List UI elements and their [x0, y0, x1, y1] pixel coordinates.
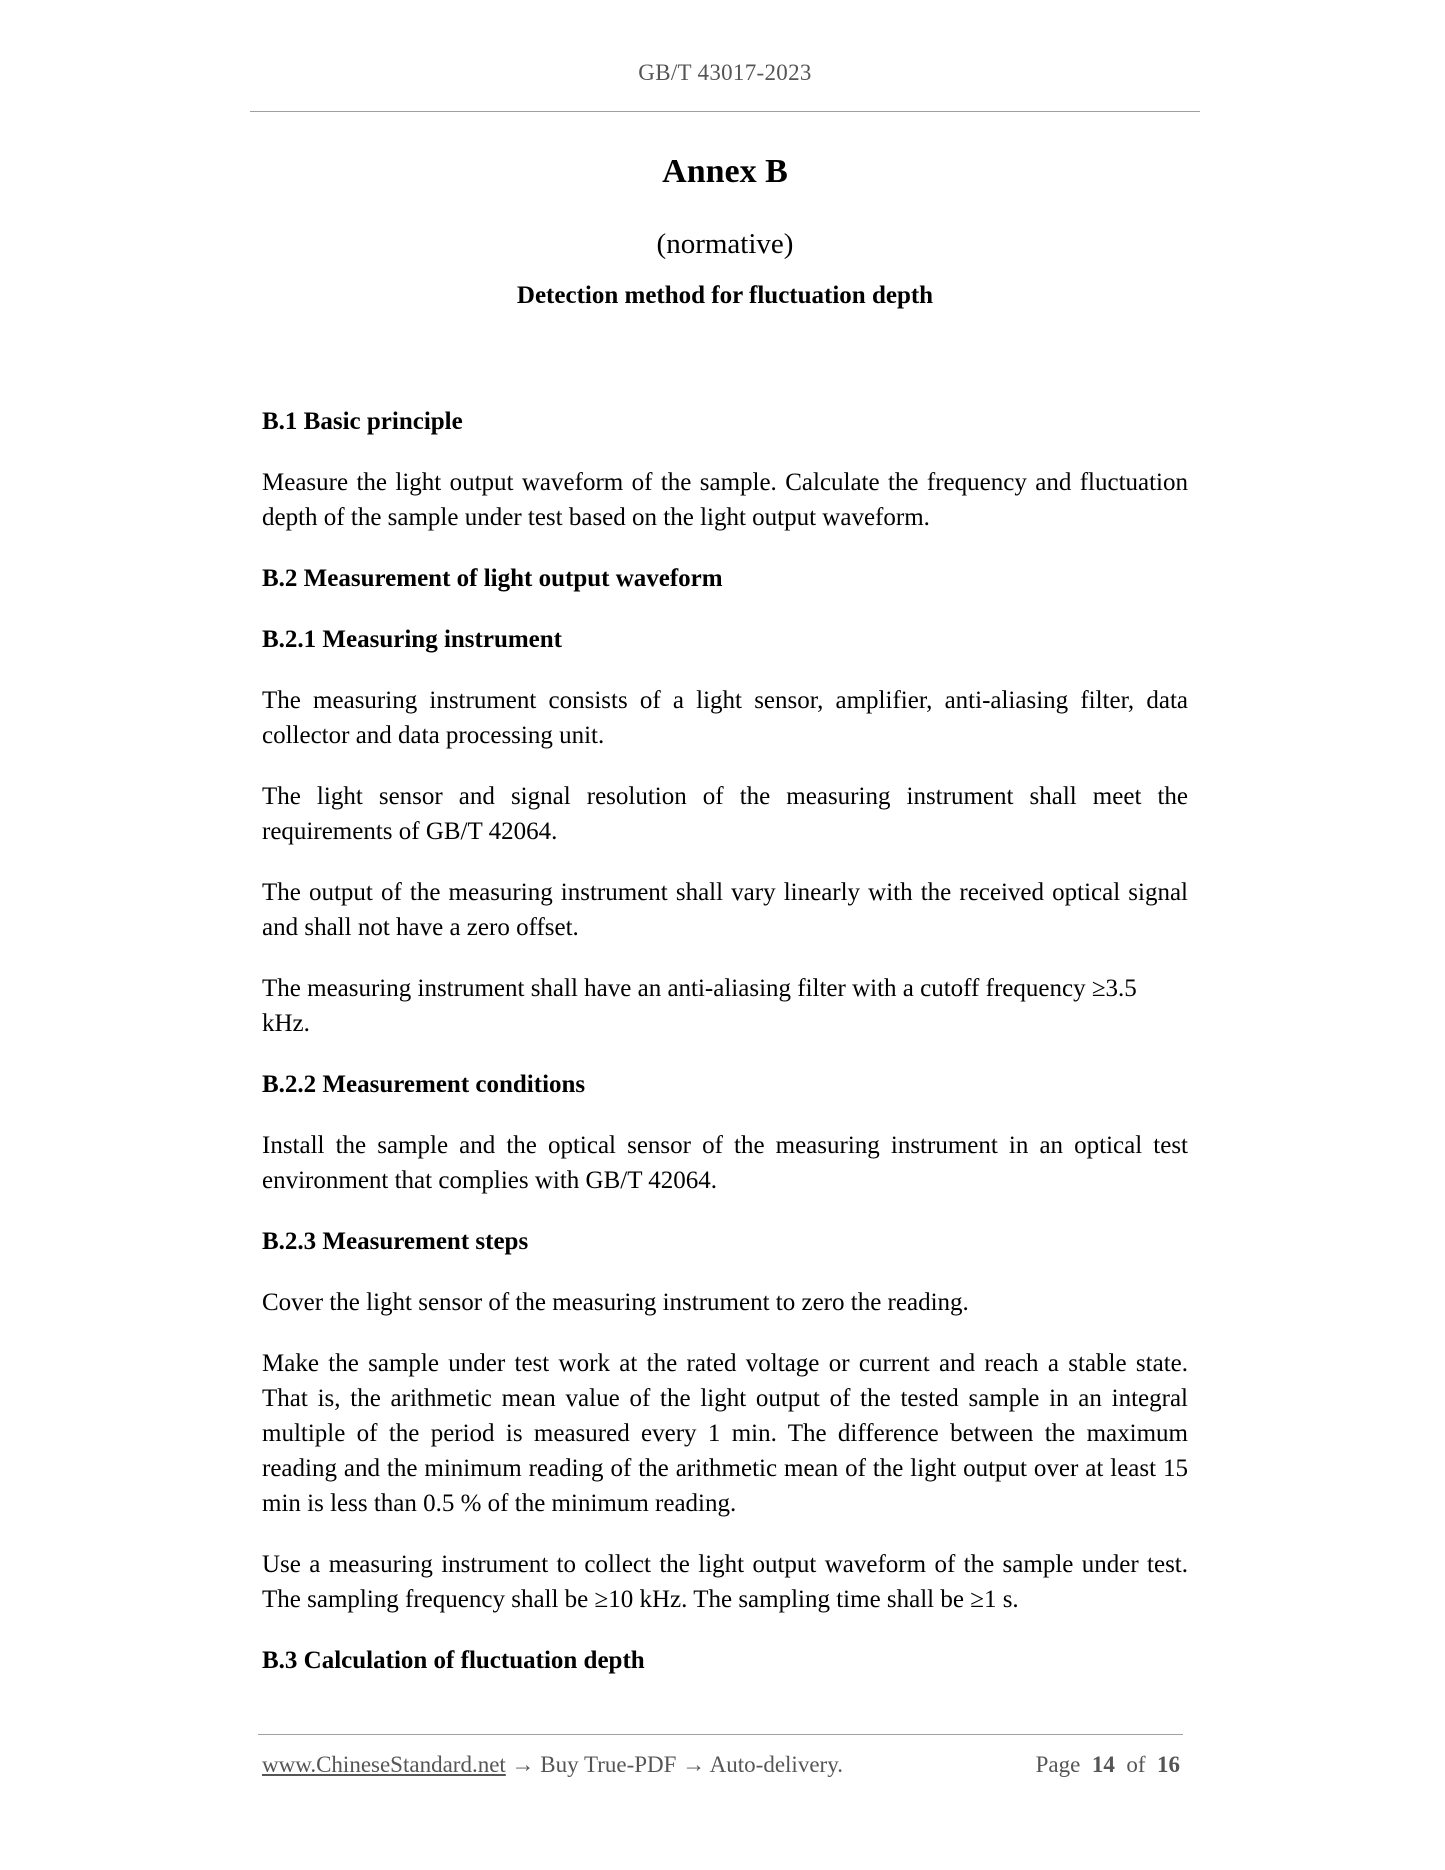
section-heading-b3: B.3 Calculation of fluctuation depth [262, 1647, 645, 1674]
arrow-right-icon: → [511, 1752, 535, 1777]
document-body [262, 404, 1188, 1704]
paragraph-b22-1: Install the sample and the optical sensor of the measuring instrument in an optical test environment that complies with GB/T 42064. [262, 1132, 1188, 1194]
page-label: Page [1035, 1752, 1081, 1777]
arrow-right-icon: → [682, 1752, 706, 1777]
paragraph-b23-2: Make the sample under test work at the rated voltage or current and reach a stable state. That is, the arithmetic mean value of the light output of the tested sample in an integral multiple of the period is measured every 1 min. The difference between the maximum reading and the minimum reading of the arithmetic mean of the light output over at least 15 min is less than 0.5 % of the minimum reading. [262, 1350, 1188, 1517]
buy-true-pdf-text: Buy True-PDF [540, 1752, 677, 1777]
annex-subtitle: (normative) [656, 228, 794, 260]
section-heading-b22: B.2.2 Measurement conditions [262, 1071, 586, 1098]
running-header-standard-code: GB/T 43017-2023 [638, 60, 812, 85]
paragraph-b21-3: The output of the measuring instrument shall vary linearly with the received optical signal and shall not have a zero offset. [262, 879, 1188, 941]
paragraph-b1-1: Measure the light output waveform of the sample. Calculate the frequency and fluctuation depth of the sample under test based on the light output waveform. [262, 469, 1188, 531]
current-page-number: 14 [1091, 1752, 1115, 1777]
section-heading-b2: B.2 Measurement of light output waveform [262, 565, 723, 592]
paragraph-b23-1: Cover the light sensor of the measuring instrument to zero the reading. [262, 1289, 969, 1316]
paragraph-b21-4: The measuring instrument shall have an anti-aliasing filter with a cutoff frequency ≥3.5 kHz. [262, 975, 1137, 1037]
annex-heading: Detection method for fluctuation depth [516, 282, 934, 309]
of-label: of [1126, 1752, 1146, 1777]
header-divider [250, 111, 1200, 112]
footer-divider [258, 1734, 1183, 1735]
total-page-number: 16 [1157, 1752, 1180, 1777]
section-heading-b23: B.2.3 Measurement steps [262, 1228, 529, 1255]
annex-title: Annex B [662, 153, 788, 190]
page-number [1036, 1752, 1180, 1778]
section-heading-b1: B.1 Basic principle [262, 408, 463, 435]
paragraph-b23-3: Use a measuring instrument to collect the light output waveform of the sample under test. The sampling frequency shall be ≥10 kHz. The sampling time shall be ≥1 s. [262, 1551, 1188, 1613]
footer-promo [262, 1752, 843, 1778]
website-link[interactable]: www.ChineseStandard.net [262, 1752, 506, 1777]
section-heading-b21: B.2.1 Measuring instrument [262, 626, 562, 653]
paragraph-b21-1: The measuring instrument consists of a light sensor, amplifier, anti-aliasing filter, data collector and data processing unit. [262, 687, 1188, 749]
auto-delivery-text: Auto-delivery. [709, 1752, 843, 1777]
paragraph-b21-2: The light sensor and signal resolution of the measuring instrument shall meet the requirements of GB/T 42064. [262, 783, 1188, 845]
